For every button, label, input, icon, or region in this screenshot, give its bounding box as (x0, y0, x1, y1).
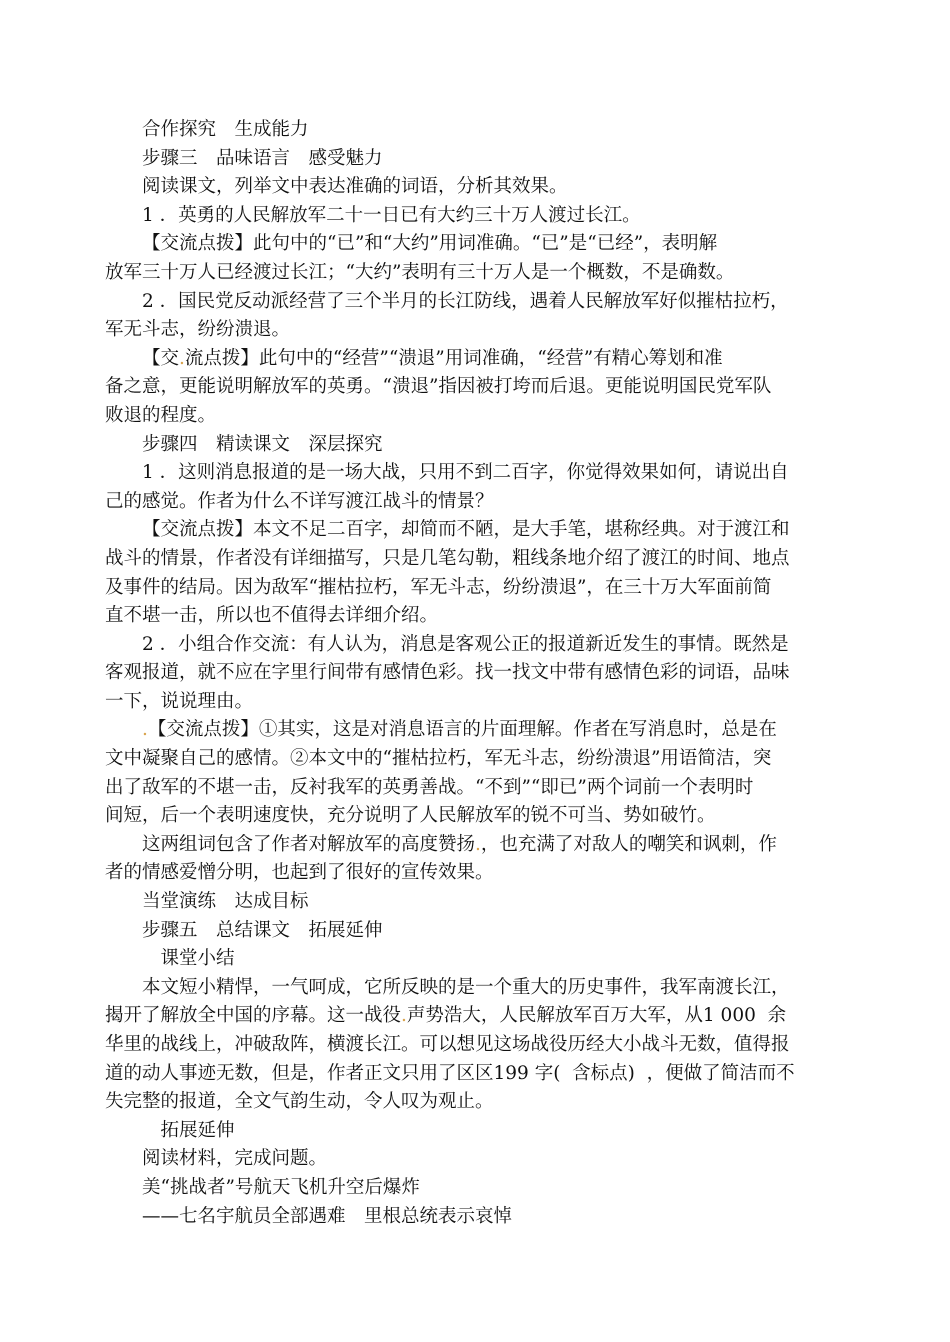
answer-2: 【交.流点拨】此句中的“经营”“溃退”用词准确，“经营”有精心筹划和准 备之意，更能说明解放军的英勇。“溃退”指因被打垮而后退。更能说明国民党军队 败退的程度。 (105, 347, 772, 426)
stray-mark: . (475, 833, 481, 855)
stray-mark: . (179, 347, 185, 369)
class-summary-title: 课堂小结 (160, 948, 235, 970)
extension-intro: 阅读材料，完成问题。 (142, 1148, 328, 1170)
stray-mark: . (401, 1005, 407, 1027)
section-title-practice: 当堂演练 达成目标 (142, 891, 309, 913)
news-subheadline: ——七名宇航员全部遇难 里根总统表示哀悼 (142, 1205, 513, 1227)
question-1: 1 ．英勇的人民解放军二十一日已有大约三十万人渡过长江。 (142, 204, 641, 226)
step-four-question-1: 1 ．这则消息报道的是一场大战，只用不到二百字，你觉得效果如何，请说出自 己的感觉。作者为什么不详写渡江战斗的情景？ (105, 462, 789, 512)
step-three-heading: 步骤三 品味语言 感受魅力 (142, 147, 383, 169)
step-four-answer-1: 【交流点拨】本文不足二百字，却简而不陋，是大手笔，堪称经典。对于渡江和 战斗的情景，作者没有详细描写，只是几笔勾勒，粗线条地介绍了渡江的时间、地点 及事件的结局。因为敌军“摧枯拉朽，军无斗志，纷纷溃退”，在三十万大军面前简 直不堪一击，所以也不值得去详细介绍。 (105, 519, 790, 627)
step-five-heading: 步骤五 总结课文 拓展延伸 (142, 919, 383, 941)
news-headline: 美“挑战者”号航天飞机升空后爆炸 (142, 1176, 420, 1198)
section-title-cooperative-inquiry: 合作探究 生成能力 (142, 119, 309, 140)
praise-paragraph: 这两组词包含了作者对解放军的高度赞扬.，也充满了对敌人的嘲笑和讽刺，作 者的情感爱憎分明，也起到了很好的宣传效果。 (105, 833, 777, 884)
extension-title: 拓展延伸 (160, 1119, 235, 1141)
step-four-answer-2: .【交流点拨】①其实，这是对消息语言的片面理解。作者在写消息时，总是在 文中凝聚自己的感情。②本文中的“摧枯拉朽，军无斗志，纷纷溃退”用语简洁，突 出了敌军的不堪一击，反衬我军的英勇善战。“不到”“即已”两个词前一个表明时 间短，后一个表明速度快，充分说明了人民解放军的锐不可当、势如破竹。 (105, 719, 777, 827)
class-summary-paragraph: 本文短小精悍，一气呵成，它所反映的是一个重大的历史事件，我军南渡长江， 揭开了解放全中国的序幕。这一战役.声势浩大，人民解放军百万大军，从1 000 余 华里的战线上，冲破敌阵，横渡长江。可以想见这场战役历经大小战斗无数，值得报 道的动人事迹无数，但是，作者正文只用了区区199 字( 含标点) ，便做了简洁而不 失完整的报道，全文气韵生动，令人叹为观止。 (105, 976, 795, 1113)
answer-1: 【交流点拨】此句中的“已”和“大约”用词准确。“已”是“已经”，表明解 放军三十万人已经渡过长江；“大约”表明有三十万人是一个概数，不是确数。 (105, 233, 735, 283)
stray-mark: . (142, 719, 148, 741)
step-four-question-2: 2 ．小组合作交流：有人认为，消息是客观公正的报道新近发生的事情。既然是 客观报道，就不应在字里行间带有感情色彩。找一找文中带有感情色彩的词语，品味 一下，说说理由。 (105, 633, 790, 712)
step-four-heading: 步骤四 精读课文 深层探究 (142, 433, 383, 455)
question-2: 2 ．国民党反动派经营了三个半月的长江防线，遇着人民解放军好似摧枯拉朽， 军无斗志，纷纷溃退。 (105, 290, 789, 341)
step-three-intro: 阅读课文，列举文中表达准确的词语，分析其效果。 (142, 176, 568, 198)
document-page (105, 116, 850, 1231)
